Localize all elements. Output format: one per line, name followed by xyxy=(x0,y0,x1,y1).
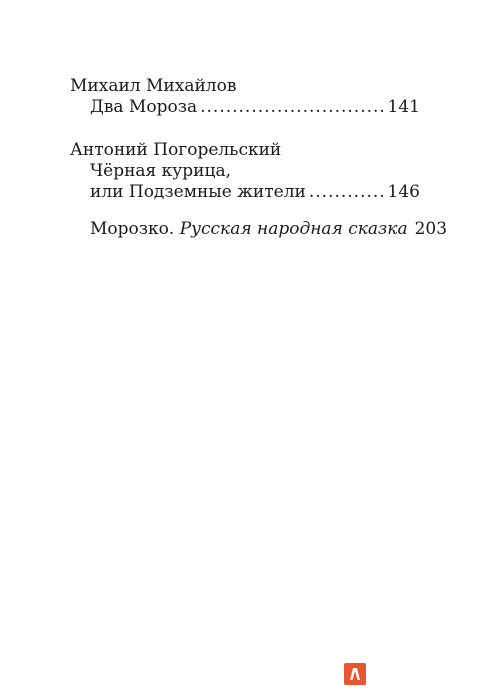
page-number: 146 xyxy=(387,182,420,202)
logo-mark xyxy=(344,663,366,685)
author-name: Антоний Погорельский xyxy=(70,140,282,160)
toc-section-pogorelsky xyxy=(70,140,420,203)
entry-subtitle: Русская народная сказка xyxy=(179,219,408,239)
toc-entry[interactable] xyxy=(90,219,448,240)
entry-title-line-2: или Подземные жители xyxy=(90,182,306,202)
entry-title-main: Морозко. xyxy=(90,219,175,239)
page-number: 141 xyxy=(387,97,420,117)
page-number: 203 xyxy=(414,219,448,239)
toc-entry[interactable] xyxy=(90,182,420,203)
entry-title-line-1: Чёрная курица, xyxy=(90,161,231,181)
toc-section-folk-tale xyxy=(70,219,448,240)
toc-entry[interactable] xyxy=(90,97,420,118)
entry-title: Два Мороза xyxy=(90,97,198,117)
dot-leader xyxy=(309,182,384,203)
toc-section-mikhailov xyxy=(70,76,420,118)
entry-title xyxy=(90,219,408,240)
table-of-contents xyxy=(70,76,448,240)
author-name: Михаил Михайлов xyxy=(70,76,237,96)
publisher-logo-icon xyxy=(344,663,366,685)
dot-leader xyxy=(200,97,383,118)
